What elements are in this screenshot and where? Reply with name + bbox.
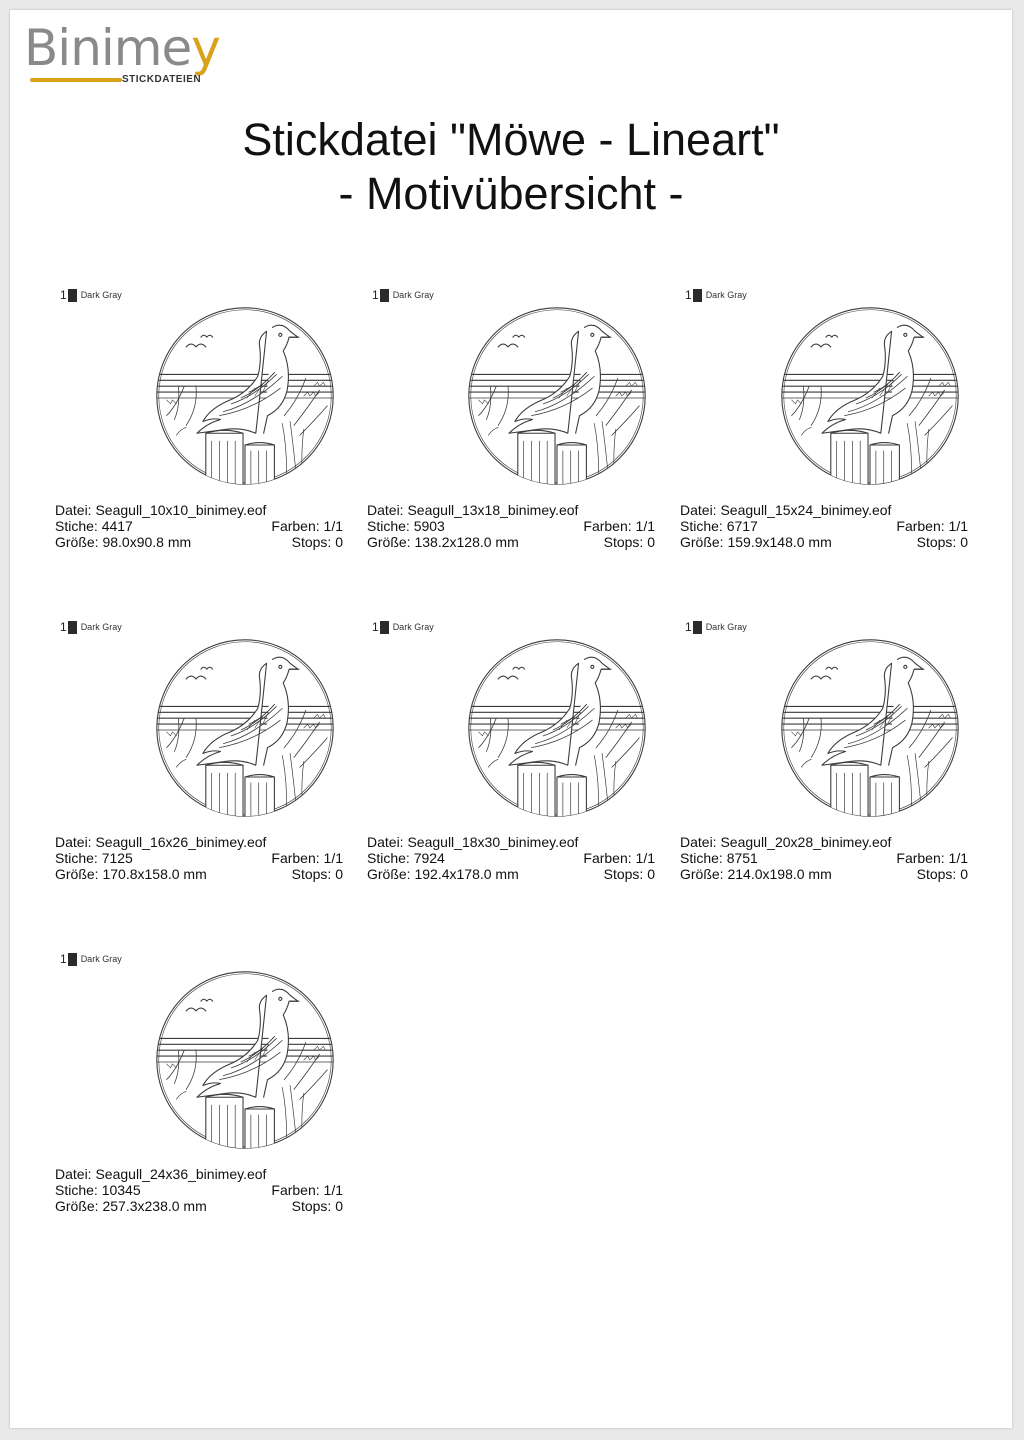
colors-value: 1/1 xyxy=(635,518,655,534)
file-label: Datei: xyxy=(55,834,92,850)
file-label: Datei: xyxy=(55,502,92,518)
design-card xyxy=(55,280,355,560)
seagull-lineart-icon xyxy=(147,962,343,1158)
size-label: Größe: xyxy=(55,1198,99,1214)
seagull-lineart-icon xyxy=(147,630,343,826)
design-card xyxy=(55,612,355,892)
color-swatch xyxy=(693,621,702,634)
file-label: Datei: xyxy=(680,834,717,850)
color-swatch xyxy=(693,289,702,302)
colors-value: 1/1 xyxy=(323,850,343,866)
file-label: Datei: xyxy=(367,502,404,518)
seagull-lineart-icon xyxy=(772,298,968,494)
colors-value: 1/1 xyxy=(323,1182,343,1198)
stops-label: Stops: xyxy=(291,1198,332,1214)
color-number: 1 xyxy=(60,952,67,966)
size-value: 98.0x90.8 mm xyxy=(102,534,192,550)
design-card xyxy=(367,280,667,560)
design-card xyxy=(55,944,355,1224)
color-name: Dark Gray xyxy=(80,954,122,964)
design-info xyxy=(367,502,655,550)
color-legend xyxy=(372,620,434,634)
color-legend xyxy=(685,288,747,302)
file-label: Datei: xyxy=(55,1166,92,1182)
logo-underline xyxy=(30,78,122,82)
size-value: 214.0x198.0 mm xyxy=(727,866,832,882)
logo-subtitle: STICKDATEIEN xyxy=(122,74,202,85)
colors-label: Farben: xyxy=(271,518,320,534)
color-legend xyxy=(60,952,122,966)
color-legend xyxy=(60,288,122,302)
file-label: Datei: xyxy=(680,502,717,518)
size-label: Größe: xyxy=(367,534,411,550)
size-label: Größe: xyxy=(55,534,99,550)
page-subtitle: - Motivübersicht - xyxy=(338,168,684,219)
stops-label: Stops: xyxy=(291,534,332,550)
size-value: 138.2x128.0 mm xyxy=(414,534,519,550)
stitches-label: Stiche: xyxy=(55,1182,98,1198)
color-legend xyxy=(685,620,747,634)
color-number: 1 xyxy=(685,288,692,302)
size-value: 170.8x158.0 mm xyxy=(102,866,207,882)
file-name: Seagull_13x18_binimey.eof xyxy=(407,502,579,518)
stops-value: 0 xyxy=(647,866,655,882)
colors-label: Farben: xyxy=(583,850,632,866)
size-label: Größe: xyxy=(367,866,411,882)
design-card xyxy=(680,280,980,560)
stops-label: Stops: xyxy=(291,866,332,882)
stitches-value: 4417 xyxy=(101,518,133,534)
design-card xyxy=(367,612,667,892)
stops-label: Stops: xyxy=(603,866,644,882)
stitches-label: Stiche: xyxy=(55,850,98,866)
page xyxy=(10,10,1012,1428)
color-swatch xyxy=(68,289,77,302)
color-swatch xyxy=(68,621,77,634)
stitches-value: 10345 xyxy=(101,1182,141,1198)
stitches-value: 8751 xyxy=(726,850,758,866)
logo-name: Binime xyxy=(24,19,192,77)
color-name: Dark Gray xyxy=(705,290,747,300)
stitches-value: 7125 xyxy=(101,850,133,866)
color-swatch xyxy=(380,621,389,634)
size-label: Größe: xyxy=(680,534,724,550)
seagull-lineart-icon xyxy=(459,298,655,494)
design-info xyxy=(680,502,968,550)
stitches-value: 5903 xyxy=(413,518,445,534)
stops-label: Stops: xyxy=(916,866,957,882)
size-value: 257.3x238.0 mm xyxy=(102,1198,207,1214)
stops-value: 0 xyxy=(960,534,968,550)
color-swatch xyxy=(68,953,77,966)
design-info xyxy=(680,834,968,882)
stitches-value: 7924 xyxy=(413,850,445,866)
file-label: Datei: xyxy=(367,834,404,850)
design-info xyxy=(367,834,655,882)
stops-label: Stops: xyxy=(603,534,644,550)
file-name: Seagull_18x30_binimey.eof xyxy=(407,834,579,850)
stops-value: 0 xyxy=(335,534,343,550)
logo-name-accent: y xyxy=(191,19,220,77)
file-name: Seagull_10x10_binimey.eof xyxy=(95,502,267,518)
size-label: Größe: xyxy=(55,866,99,882)
seagull-lineart-icon xyxy=(772,630,968,826)
file-name: Seagull_16x26_binimey.eof xyxy=(95,834,267,850)
colors-label: Farben: xyxy=(896,850,945,866)
colors-label: Farben: xyxy=(896,518,945,534)
size-value: 159.9x148.0 mm xyxy=(727,534,832,550)
colors-label: Farben: xyxy=(271,1182,320,1198)
stops-value: 0 xyxy=(335,1198,343,1214)
stops-label: Stops: xyxy=(916,534,957,550)
stitches-label: Stiche: xyxy=(55,518,98,534)
color-name: Dark Gray xyxy=(392,290,434,300)
brand-logo xyxy=(24,20,224,90)
colors-value: 1/1 xyxy=(635,850,655,866)
stitches-label: Stiche: xyxy=(367,850,410,866)
design-info xyxy=(55,834,343,882)
color-name: Dark Gray xyxy=(80,622,122,632)
design-card xyxy=(680,612,980,892)
color-number: 1 xyxy=(372,288,379,302)
color-name: Dark Gray xyxy=(392,622,434,632)
size-label: Größe: xyxy=(680,866,724,882)
seagull-lineart-icon xyxy=(147,298,343,494)
stitches-label: Stiche: xyxy=(680,518,723,534)
colors-label: Farben: xyxy=(271,850,320,866)
stops-value: 0 xyxy=(960,866,968,882)
colors-value: 1/1 xyxy=(323,518,343,534)
design-info xyxy=(55,1166,343,1214)
color-legend xyxy=(372,288,434,302)
stitches-label: Stiche: xyxy=(680,850,723,866)
color-swatch xyxy=(380,289,389,302)
size-value: 192.4x178.0 mm xyxy=(414,866,519,882)
color-name: Dark Gray xyxy=(80,290,122,300)
stitches-label: Stiche: xyxy=(367,518,410,534)
page-title: Stickdatei "Möwe - Lineart" xyxy=(242,114,780,165)
file-name: Seagull_15x24_binimey.eof xyxy=(720,502,892,518)
file-name: Seagull_24x36_binimey.eof xyxy=(95,1166,267,1182)
color-number: 1 xyxy=(372,620,379,634)
file-name: Seagull_20x28_binimey.eof xyxy=(720,834,892,850)
stops-value: 0 xyxy=(647,534,655,550)
color-number: 1 xyxy=(685,620,692,634)
colors-label: Farben: xyxy=(583,518,632,534)
colors-value: 1/1 xyxy=(948,850,968,866)
color-number: 1 xyxy=(60,288,67,302)
color-name: Dark Gray xyxy=(705,622,747,632)
stitches-value: 6717 xyxy=(726,518,758,534)
stops-value: 0 xyxy=(335,866,343,882)
color-legend xyxy=(60,620,122,634)
colors-value: 1/1 xyxy=(948,518,968,534)
color-number: 1 xyxy=(60,620,67,634)
design-info xyxy=(55,502,343,550)
seagull-lineart-icon xyxy=(459,630,655,826)
